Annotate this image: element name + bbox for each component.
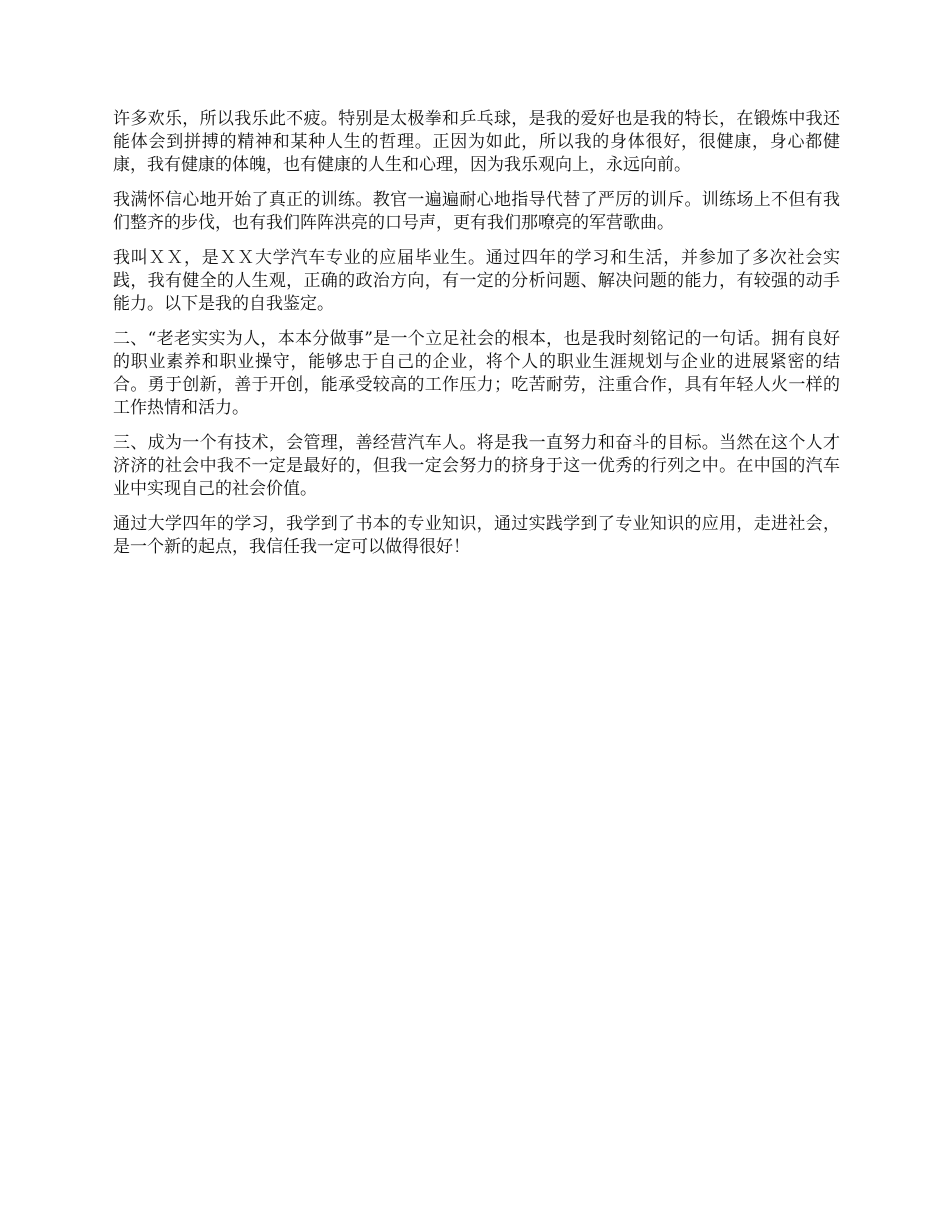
document-body bbox=[113, 108, 840, 571]
paragraph-introduction: 我叫ＸＸ，是ＸＸ大学汽车专业的应届毕业生。通过四年的学习和生活，并参加了多次社会实践，我有健全的人生观，正确的政治方向，有一定的分析问题、解决问题的能力，有较强的动手能力。以下是我的自我鉴定。 bbox=[113, 248, 840, 314]
paragraph-training: 我满怀信心地开始了真正的训练。教官一遍遍耐心地指导代替了严厉的训斥。训练场上不但有我们整齐的步伐，也有我们阵阵洪亮的口号声，更有我们那嘹亮的军营歌曲。 bbox=[113, 190, 840, 233]
paragraph-point-two: 二、“老老实实为人，本本分做事”是一个立足社会的根本，也是我时刻铭记的一句话。拥有良好的职业素养和职业操守，能够忠于自己的企业，将个人的职业生涯规划与企业的进展紧密的结合。勇于创新，善于开创，能承受较高的工作压力；吃苦耐劳，注重合作，具有年轻人火一样的工作热情和活力。 bbox=[113, 329, 840, 418]
paragraph-conclusion: 通过大学四年的学习，我学到了书本的专业知识，通过实践学到了专业知识的应用，走进社会，是一个新的起点，我信任我一定可以做得很好！ bbox=[113, 514, 840, 557]
paragraph-hobbies: 许多欢乐，所以我乐此不疲。特别是太极拳和乒乓球，是我的爱好也是我的特长，在锻炼中我还能体会到拼搏的精神和某种人生的哲理。正因为如此，所以我的身体很好，很健康，身心都健康，我有健康的体魄，也有健康的人生和心理，因为我乐观向上，永远向前。 bbox=[113, 109, 840, 175]
paragraph-point-three: 三、成为一个有技术，会管理，善经营汽车人。将是我一直努力和奋斗的目标。当然在这个人才济济的社会中我不一定是最好的，但我一定会努力的挤身于这一优秀的行列之中。在中国的汽车业中实现自己的社会价值。 bbox=[113, 433, 840, 499]
